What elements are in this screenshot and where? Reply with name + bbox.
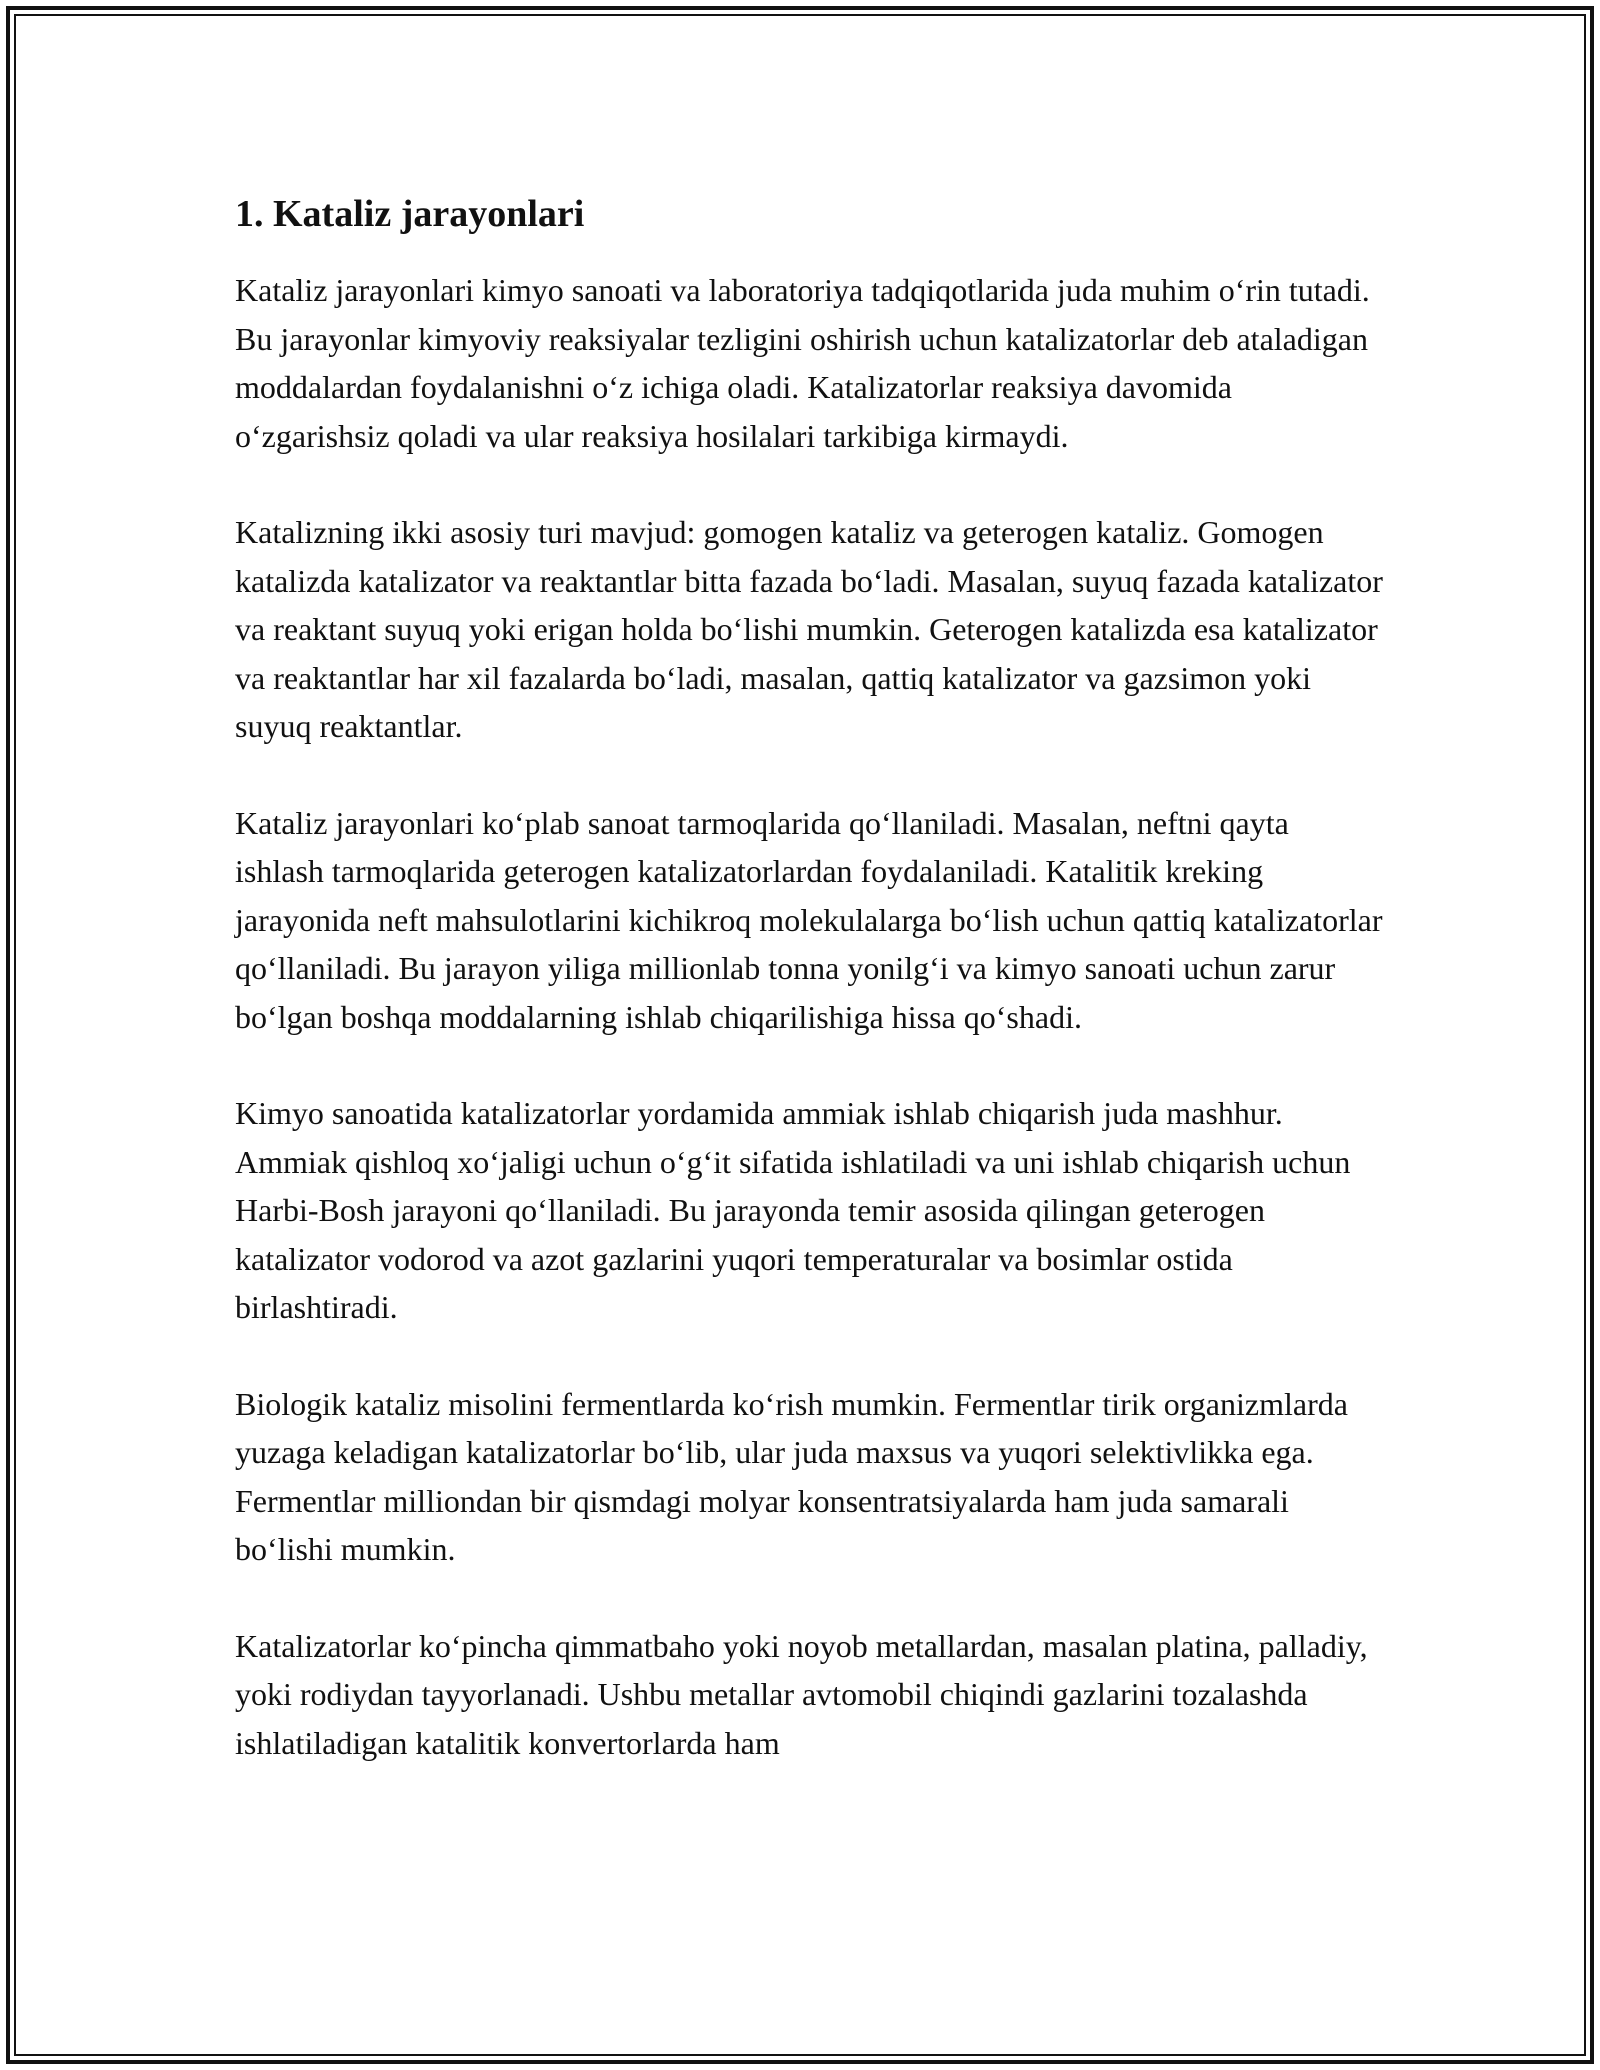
paragraph-industry: Kataliz jarayonlari ko‘plab sanoat tarmoqlarida qo‘llaniladi. Masalan, neftni qayta ishlash tarmoqlarida geterogen katalizatorlardan foydalaniladi. Katalitik kreking jarayonida neft mahsulotlarini kichikroq molekulalarga bo‘lish uchun qattiq katalizatorlar qo‘llaniladi. Bu jarayon yiliga millionlab tonna yonilg‘i va kimyo sanoati uchun zarur bo‘lgan boshqa moddalarning ishlab chiqarilishiga hissa qo‘shadi. <box>235 804 1383 1035</box>
document-body <box>235 186 1385 1815</box>
paragraph-enzymes: Biologik kataliz misolini fermentlarda ko‘rish mumkin. Fermentlar tirik organizmlarda yuzaga keladigan katalizatorlar bo‘lib, ular juda maxsus va yuqori selektivlikka ega. Fermentlar milliondan bir qismdagi molyar konsentratsiyalarda ham juda samarali bo‘lishi mumkin. <box>235 1385 1348 1567</box>
paragraph-metals: Katalizatorlar ko‘pincha qimmatbaho yoki noyob metallardan, masalan platina, palladiy, yoki rodiydan tayyorlanadi. Ushbu metallar avtomobil chiqindi gazlarini tozalashda ishlatiladigan katalitik konvertorlarda ham <box>235 1627 1368 1761</box>
paragraph-types: Katalizning ikki asosiy turi mavjud: gomogen kataliz va geterogen kataliz. Gomogen katalizda katalizator va reaktantlar bitta fazada bo‘ladi. Masalan, suyuq fazada katalizator va reaktant suyuq yoki erigan holda bo‘lishi mumkin. Geterogen katalizda esa katalizator va reaktantlar har xil fazalarda bo‘ladi, masalan, qattiq katalizator va gazsimon yoki suyuq reaktantlar. <box>235 514 1383 744</box>
paragraph-intro: Kataliz jarayonlari kimyo sanoati va laboratoriya tadqiqotlarida juda muhim o‘rin tutadi. Bu jarayonlar kimyoviy reaksiyalar tezligini oshirish uchun katalizatorlar deb ataladigan moddalardan foydalanishni o‘z ichiga oladi. Katalizatorlar reaksiya davomida o‘zgarishsiz qoladi va ular reaksiya hosilalari tarkibiga kirmaydi. <box>235 272 1370 454</box>
paragraph-ammonia: Kimyo sanoatida katalizatorlar yordamida ammiak ishlab chiqarish juda mashhur. Ammiak qishloq xo‘jaligi uchun o‘g‘it sifatida ishlatiladi va uni ishlab chiqarish uchun Harbi-Bosh jarayoni qo‘llaniladi. Bu jarayonda temir asosida qilingan geterogen katalizator vodorod va azot gazlarini yuqori temperaturalar va bosimlar ostida birlashtiradi. <box>235 1095 1351 1325</box>
section-heading: 1. Kataliz jarayonlari <box>235 193 585 235</box>
